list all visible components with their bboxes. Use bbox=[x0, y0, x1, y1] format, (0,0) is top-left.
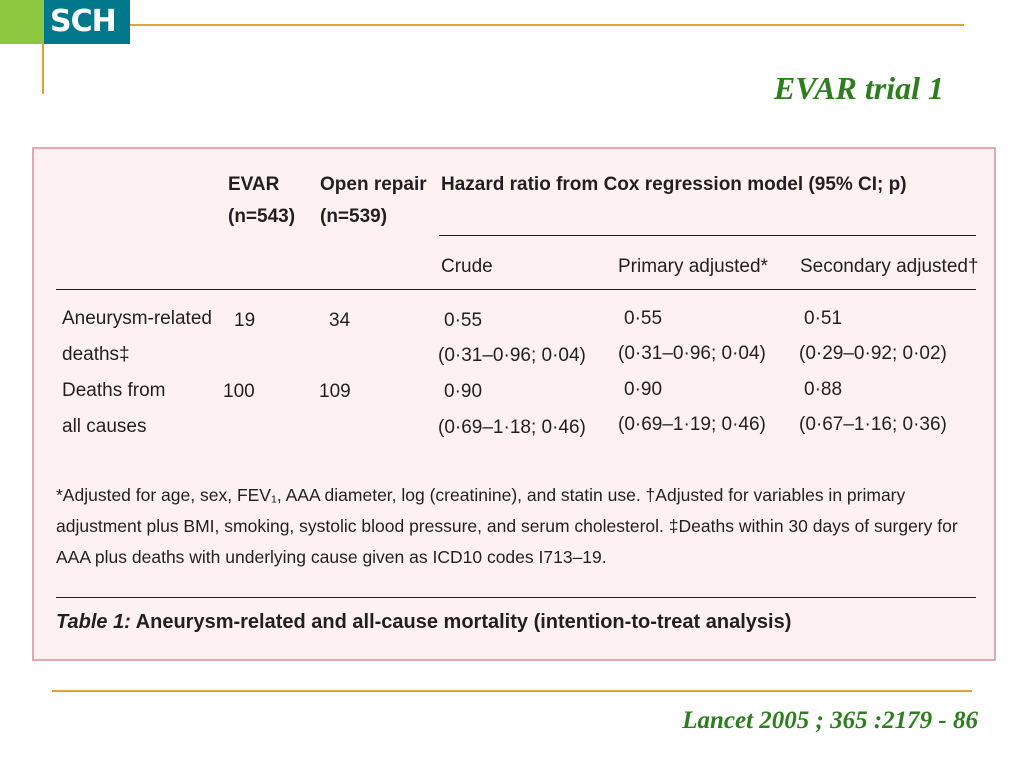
header-crude: Crude bbox=[441, 256, 493, 277]
top-rule bbox=[130, 24, 964, 26]
header-hazard-ratio: Hazard ratio from Cox regression model (95% CI; p) bbox=[441, 174, 907, 195]
cell-evar: 100 bbox=[223, 381, 255, 402]
cell-primary-ci: (0·69–1·19; 0·46) bbox=[618, 414, 766, 435]
citation: Lancet 2005 ; 365 :2179 - 86 bbox=[682, 707, 978, 734]
cell-crude-hr: 0·55 bbox=[444, 310, 483, 331]
cell-open-repair: 109 bbox=[319, 381, 351, 402]
table-caption-text: Aneurysm-related and all-cause mortality (intention-to-treat analysis) bbox=[130, 611, 792, 633]
side-rule bbox=[42, 44, 44, 94]
cell-evar: 19 bbox=[234, 310, 256, 331]
header-sub-rule bbox=[439, 235, 976, 236]
cell-primary-hr: 0·90 bbox=[624, 379, 663, 400]
table-caption bbox=[56, 609, 791, 635]
row-label-cont: all causes bbox=[62, 416, 147, 437]
header-open-repair: Open repair bbox=[320, 174, 427, 195]
logo-text: SCH bbox=[50, 4, 116, 39]
cell-primary-ci: (0·31–0·96; 0·04) bbox=[618, 343, 766, 364]
table-footnote: *Adjusted for age, sex, FEV₁, AAA diameter, log (creatinine), and statin use. †Adjusted for variables in primary adjustment plus BMI, smoking, systolic blood pressure, and serum cholesterol. ‡Deaths within 30 days of surgery for AAA plus deaths with underlying cause given as ICD10 codes I713–19. bbox=[56, 485, 958, 567]
slide-title: EVAR trial 1 bbox=[773, 70, 944, 106]
header-evar-n: (n=543) bbox=[228, 206, 296, 227]
bottom-rule bbox=[52, 690, 972, 692]
cell-open-repair: 34 bbox=[329, 310, 351, 331]
table-caption-label: Table 1: bbox=[56, 611, 131, 633]
cell-secondary-hr: 0·88 bbox=[804, 379, 843, 400]
row-label-cont: deaths‡ bbox=[62, 344, 130, 365]
cell-secondary-ci: (0·67–1·16; 0·36) bbox=[799, 414, 947, 435]
header-rule bbox=[56, 289, 976, 290]
cell-crude-ci: (0·31–0·96; 0·04) bbox=[438, 345, 586, 366]
logo bbox=[44, 0, 130, 44]
cell-primary-hr: 0·55 bbox=[624, 308, 663, 329]
table-panel bbox=[32, 147, 996, 661]
caption-rule bbox=[56, 597, 976, 598]
header-evar: EVAR bbox=[228, 174, 280, 195]
header-open-repair-n: (n=539) bbox=[320, 206, 388, 227]
logo-green-block bbox=[0, 0, 44, 44]
header-secondary-adjusted: Secondary adjusted† bbox=[800, 256, 979, 277]
cell-crude-hr: 0·90 bbox=[444, 381, 483, 402]
cell-crude-ci: (0·69–1·18; 0·46) bbox=[438, 417, 586, 438]
row-label: Deaths from bbox=[62, 380, 166, 401]
cell-secondary-hr: 0·51 bbox=[804, 308, 843, 329]
header-primary-adjusted: Primary adjusted* bbox=[618, 256, 768, 277]
cell-secondary-ci: (0·29–0·92; 0·02) bbox=[799, 343, 947, 364]
row-label: Aneurysm-related bbox=[62, 308, 212, 329]
